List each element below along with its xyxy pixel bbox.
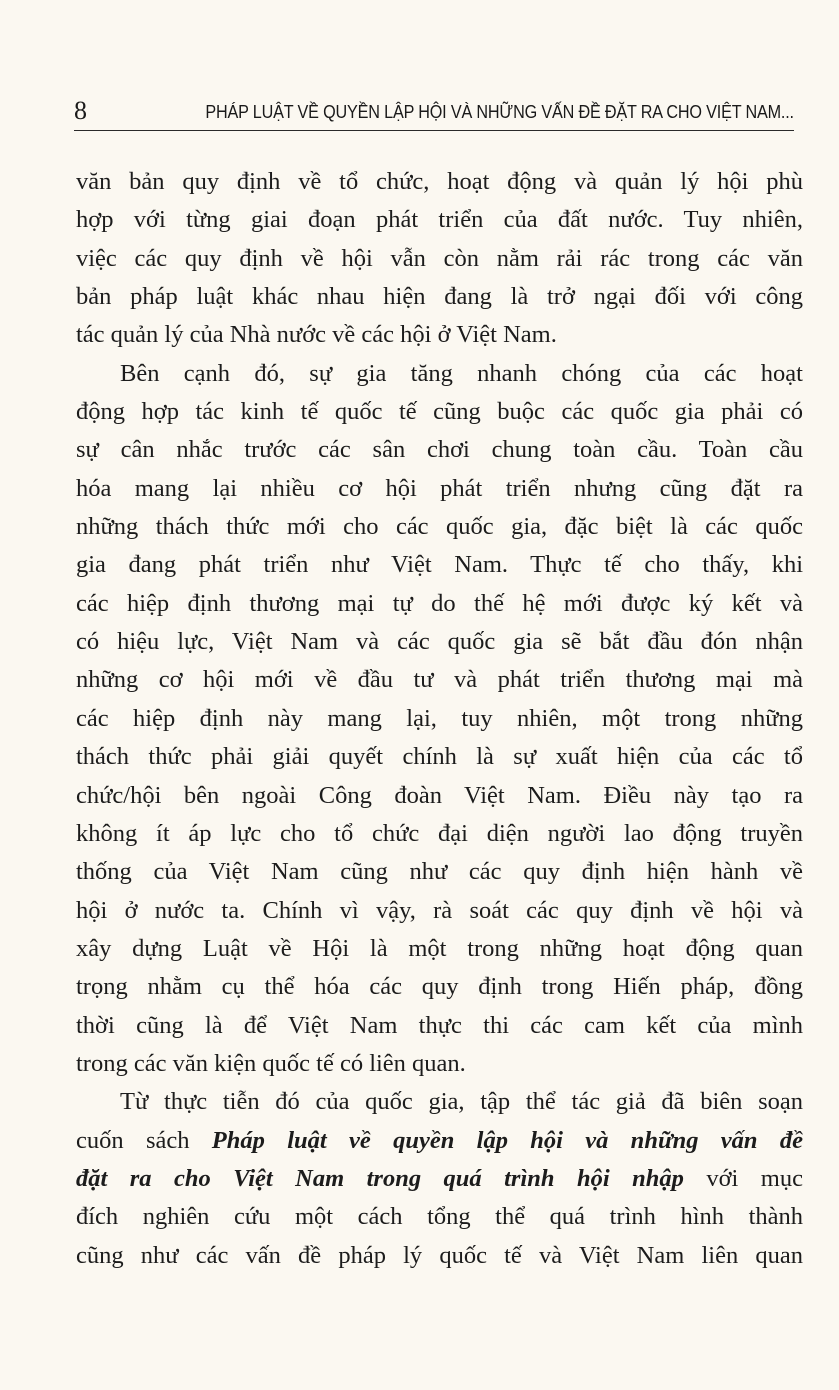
text-line: bản pháp luật khác nhau hiện đang là trở ngại đối với công xyxy=(76,283,803,311)
text-fragment: với mục xyxy=(683,1164,803,1192)
text-line: thống của Việt Nam cũng như các quy định hiện hành về xyxy=(76,858,803,886)
body-text xyxy=(76,163,803,1275)
book-title: Pháp luật về quyền lập hội và những vấn đề xyxy=(211,1126,803,1154)
text-line: cũng như các vấn đề pháp lý quốc tế và Việt Nam liên quan xyxy=(76,1241,803,1269)
text-line: thời cũng là để Việt Nam thực thi các cam kết của mình xyxy=(76,1011,803,1039)
page-header xyxy=(74,96,794,131)
running-title: PHÁP LUẬT VỀ QUYỀN LẬP HỘI VÀ NHỮNG VẤN ĐỀ ĐẶT RA CHO VIỆT NAM... xyxy=(205,102,794,122)
text-line: các hiệp định này mang lại, tuy nhiên, một trong những xyxy=(76,704,803,732)
text-line: hóa mang lại nhiều cơ hội phát triển nhưng cũng đặt ra xyxy=(76,474,803,502)
text-line: gia đang phát triển như Việt Nam. Thực tế cho thấy, khi xyxy=(76,551,803,579)
text-line: những cơ hội mới về đầu tư và phát triển thương mại mà xyxy=(76,666,803,694)
text-line: thách thức phải giải quyết chính là sự xuất hiện của các tổ xyxy=(76,743,803,771)
text-line: những thách thức mới cho các quốc gia, đặc biệt là các quốc xyxy=(76,513,803,541)
text-line: đích nghiên cứu một cách tổng thể quá trình hình thành xyxy=(76,1203,803,1231)
page-number: 8 xyxy=(74,96,87,125)
text-line: hợp với từng giai đoạn phát triển của đất nước. Tuy nhiên, xyxy=(76,206,803,234)
text-line: việc các quy định về hội vẫn còn nằm rải rác trong các văn xyxy=(76,244,803,272)
text-line: không ít áp lực cho tổ chức đại diện người lao động truyền xyxy=(76,819,803,847)
text-line: văn bản quy định về tổ chức, hoạt động và quản lý hội phù xyxy=(76,168,803,195)
text-line xyxy=(76,1160,803,1198)
text-line: sự cân nhắc trước các sân chơi chung toàn cầu. Toàn cầu xyxy=(76,436,803,464)
text-line: xây dựng Luật về Hội là một trong những hoạt động quan xyxy=(76,934,803,962)
text-line: hội ở nước ta. Chính vì vậy, rà soát các quy định về hội và xyxy=(76,896,803,924)
text-line: trong các văn kiện quốc tế có liên quan. xyxy=(76,1049,466,1077)
text-line: có hiệu lực, Việt Nam và các quốc gia sẽ bắt đầu đón nhận xyxy=(76,628,803,656)
text-line: động hợp tác kinh tế quốc tế cũng buộc các quốc gia phải có xyxy=(76,398,803,426)
text-fragment: cuốn sách xyxy=(76,1126,212,1154)
book-title: đặt ra cho Việt Nam trong quá trình hội nhập xyxy=(76,1164,684,1192)
text-line: Bên cạnh đó, sự gia tăng nhanh chóng của các hoạt xyxy=(120,359,803,387)
text-line: Từ thực tiễn đó của quốc gia, tập thể tác giả đã biên soạn xyxy=(120,1088,803,1116)
text-line: các hiệp định thương mại tự do thế hệ mới được ký kết và xyxy=(76,589,803,617)
text-line: tác quản lý của Nhà nước về các hội ở Việt Nam. xyxy=(76,321,557,349)
text-line: trọng nhằm cụ thể hóa các quy định trong Hiến pháp, đồng xyxy=(76,973,803,1001)
text-line: chức/hội bên ngoài Công đoàn Việt Nam. Điều này tạo ra xyxy=(76,781,803,809)
text-line xyxy=(76,1122,803,1160)
